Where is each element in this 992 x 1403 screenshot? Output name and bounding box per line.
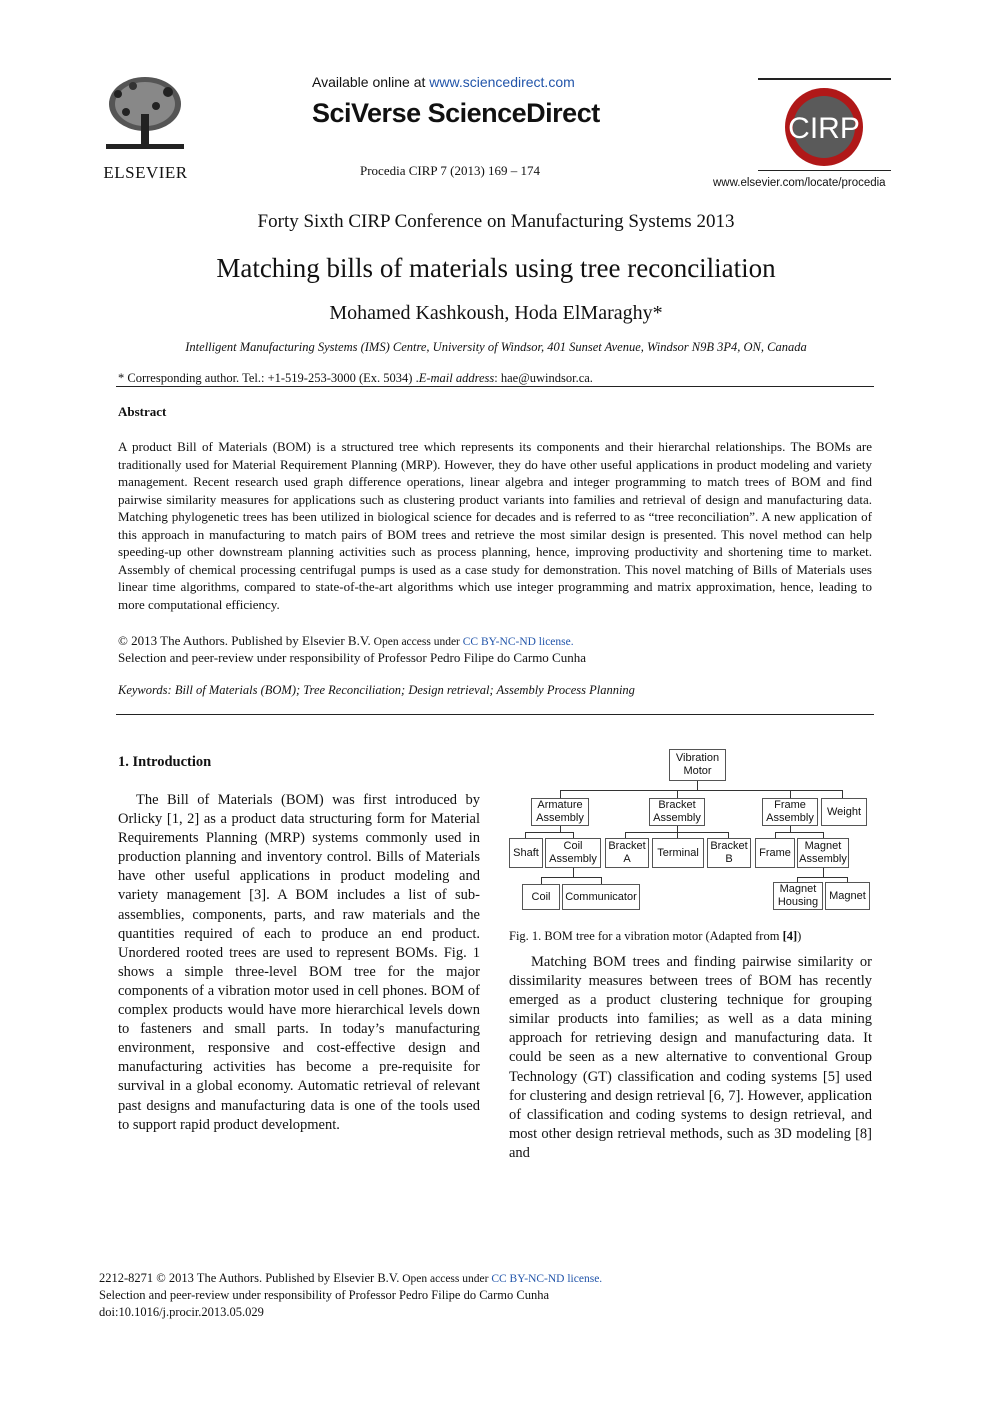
connector [601,877,602,884]
journal-url: www.elsevier.com/locate/procedia [713,177,886,189]
bom-node-magnet: Magnet [825,882,870,910]
connector [677,790,678,798]
connector [573,868,574,877]
connector [823,868,824,877]
abstract-heading: Abstract [118,404,167,419]
cirp-circle-icon [783,86,865,168]
bom-node-weight: Weight [821,798,867,826]
bom-node-bracket-b: Bracket B [707,838,751,868]
cirp-logo [783,86,865,168]
elsevier-logo [98,74,193,182]
connector [790,790,791,798]
bom-node-terminal: Terminal [652,838,704,868]
bom-node-frame-assembly: Frame Assembly [762,798,818,826]
elsevier-wordmark: ELSEVIER [103,163,188,182]
footer-peer-review: Selection and peer-review under responsibility of Professor Pedro Filipe do Carmo Cunha [99,1288,549,1302]
connector [797,877,847,878]
connector [842,790,843,798]
sciverse-brand: SciVerse ScienceDirect [312,98,600,128]
abstract-body: A product Bill of Materials (BOM) is a structured tree which represents its components and their hierarchal relationships. The BOMs are traditionally used for Material Requirement Planning (MRP). However, they do have other useful applications in product modeling and variety management. Recent research used graph difference operations, linear algebra and integer programming to match trees of BOM and find pairwise similarity measures for applications such as clustering product variants into families and retrieval of design and manufacturing data. Matching phylogenetic trees has been utilized in biological science for decades and is referred to as “tree reconciliation”. A new application of this approach in manufacturing to match pairs of BOM trees and retrieve the most similar design is presented. This novel method can help speeding-up other downstream planning activities such as process planning, hence, improving productivity and shortening time to market. Assembly of chemical processing centrifugal pumps is used as a case study for demonstration. This novel matching of Bills of Materials uses linear time algorithms, compared to state-of-the-art algorithms which use integer programming and matrix approximation, hence, leading to more computational efficiency. [118,439,872,612]
intro-heading: 1. Introduction [118,754,212,770]
journal-reference: Procedia CIRP 7 (2013) 169 – 174 [360,163,541,178]
bom-node-shaft: Shaft [509,838,543,868]
affiliation: Intelligent Manufacturing Systems (IMS) Centre, University of Windsor, 401 Sunset Avenue, Windsor N9B 3P4, ON, Canada [185,340,807,354]
connector [560,790,842,791]
connector [775,832,823,833]
keywords: Keywords: Bill of Materials (BOM); Tree Reconciliation; Design retrieval; Assembly Process Planning [118,683,635,697]
peer-review-line: Selection and peer-review under responsibility of Professor Pedro Filipe do Carmo Cunha [118,650,586,665]
elsevier-tree-icon [98,74,193,156]
authors: Mohamed Kashkoush, Hoda ElMaraghy* [329,302,663,324]
svg-text:CIRP: CIRP [788,112,860,145]
paper-title: Matching bills of materials using tree reconciliation [216,253,776,283]
header-divider [116,386,874,387]
bom-node-coil: Coil [522,884,560,910]
connector [525,832,573,833]
intro-body: The Bill of Materials (BOM) was first introduced by Orlicky [1, 2] as a product data structuring form for Material Requirements Planning (MRP) systems commonly used in production planning and inventory control. Bills of Materials have other useful applications in product modeling and variety management [3]. A BOM includes a list of sub-assemblies, components, parts, and raw materials and the quantities required of each to produce an end product. Unordered rooted trees are used to represent BOMs. Fig. 1 shows a simple three-level BOM tree for the major components of a vibration motor used in cell phones. BOM of complex products would have more hierarchical levels down to fasteners and small parts. In today’s manufacturing environment, responsive and cost-effective design and manufacturing activities has become a pre-requisite for survival in a global economy. Automatic retrieval of relevant past designs and manufacturing data is one of the tools used to support rapid product development. [118,792,480,1133]
cirp-bottom-rule [758,170,891,171]
bom-node-bracket-assembly: Bracket Assembly [649,798,705,826]
connector [541,877,542,884]
connector [697,781,698,790]
footer-license-link[interactable]: CC BY-NC-ND license. [491,1273,603,1285]
connector [560,790,561,798]
bom-tree-figure [505,745,875,915]
bom-node-coil-assembly: Coil Assembly [545,838,601,868]
bom-node-frame: Frame [755,838,795,868]
sciencedirect-link[interactable]: www.sciencedirect.com [429,74,575,90]
bom-node-vibration-motor: Vibration Motor [669,749,726,781]
corresponding-author: * Corresponding author. Tel.: +1-519-253-3000 (Ex. 5034) .E-mail address: hae@uwindsor.ca. [118,371,593,385]
bom-node-communicator: Communicator [562,884,640,910]
copyright-line: © 2013 The Authors. Published by Elsevier B.V. Open access under CC BY-NC-ND license. [118,633,574,648]
footer-doi: doi:10.1016/j.procir.2013.05.029 [99,1305,264,1319]
figure-caption: Fig. 1. BOM tree for a vibration motor (Adapted from [4]) [509,929,802,943]
bom-node-magnet-housing: Magnet Housing [773,882,823,910]
footer-issn: 2212-8271 © 2013 The Authors. Published by Elsevier B.V. Open access under CC BY-NC-ND license. [99,1271,603,1285]
bom-node-bracket-a: Bracket A [605,838,649,868]
license-link[interactable]: CC BY-NC-ND license. [462,636,574,648]
bom-node-armature-assembly: Armature Assembly [531,798,589,826]
cirp-top-rule [758,78,891,80]
right-column-body: Matching BOM trees and finding pairwise similarity or dissimilarity measures between trees of BOM has recently emerged as a product clustering technique for grouping similar products into families; as well as a data mining approach for retrieving design and manufacturing data. It could be seen as a new alternative to conventional Group Technology (GT) classification and coding systems [5] used for clustering and design retrieval [6, 7]. However, application of classification and coding systems to design retrieval, and most other design retrieval methods, such as 3D modeling [8] and [509,954,872,1161]
abstract-divider [116,714,874,715]
bom-node-magnet-assembly: Magnet Assembly [797,838,849,868]
connector [541,877,601,878]
available-online: Available online at www.sciencedirect.com [312,74,575,90]
conference-name: Forty Sixth CIRP Conference on Manufacturing Systems 2013 [257,211,735,232]
